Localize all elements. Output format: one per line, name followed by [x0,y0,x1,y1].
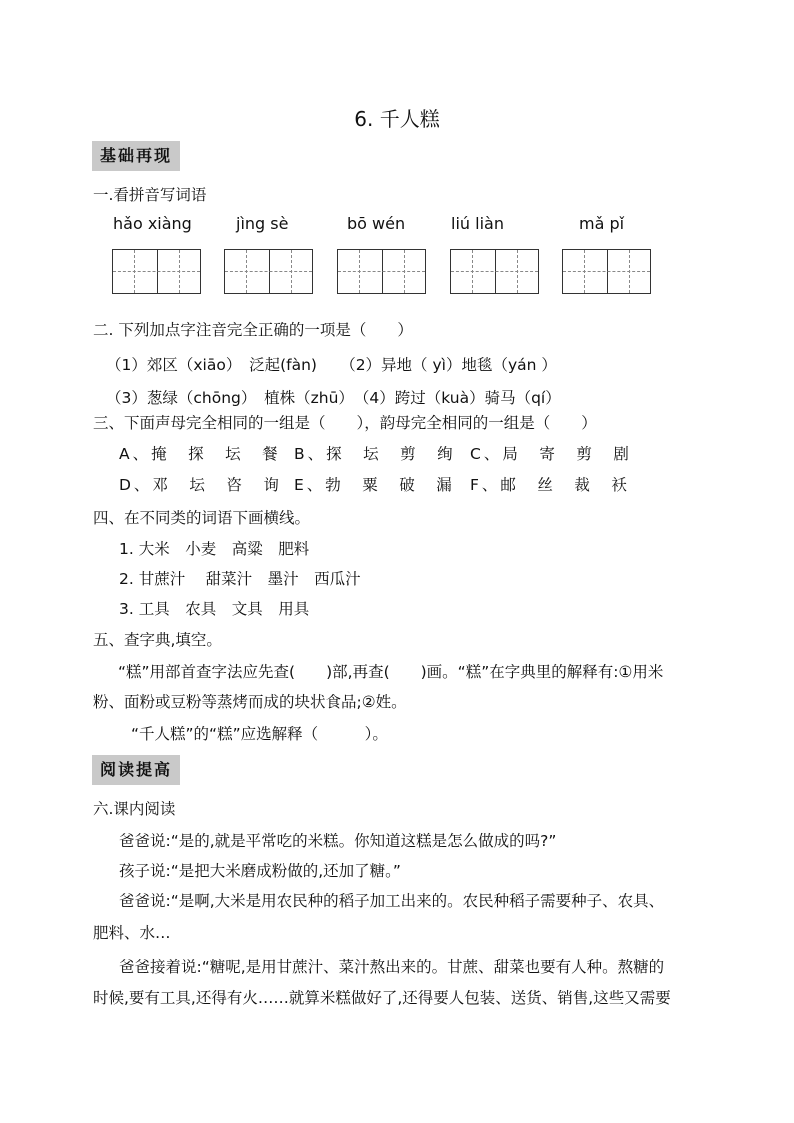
writing-grid-3[interactable] [337,249,426,294]
reading-line-5: 爸爸接着说:“糖呢,是用甘蔗汁、菜汁熬出来的。甘蔗、甜菜也要有人种。熬糖的 [119,958,665,976]
reading-line-6: 时候,要有工具,还得有火……就算米糕做好了,还得要人包装、送货、销售,这些又需要 [93,989,671,1007]
option-d: D、邓 坛 咨 询 [119,476,282,494]
writing-grid-2[interactable] [224,249,313,294]
writing-grid-4[interactable] [450,249,539,294]
question-5-heading: 五、查字典,填空。 [93,631,222,649]
option-c: C、局 寄 剪 剧 [470,445,632,463]
question-4-item-2: 2. 甘蔗汁 甜菜汁 墨汁 西瓜汁 [119,570,361,588]
page-title: 6. 千人糕 [354,107,440,131]
question-5-line-1: “糕”用部首查字法应先查( )部,再查( )画。“糕”在字典里的解释有:①用米 [118,663,664,681]
pinyin-5: mǎ pǐ [579,214,625,233]
reading-line-1: 爸爸说:“是的,就是平常吃的米糕。你知道这糕是怎么做成的吗?” [119,832,557,850]
pinyin-1: hǎo xiàng [113,214,192,233]
question-1-heading: 一.看拼音写词语 [93,186,207,204]
reading-line-3: 爸爸说:“是啊,大米是用农民种的稻子加工出来的。农民种稻子需要种子、农具、 [119,892,665,910]
question-2-line-2: （3）葱绿（chōng） 植株（zhū） （4）跨过（kuà）骑马（qí） [106,389,561,407]
writing-grid-5[interactable] [562,249,651,294]
section-banner-label: 阅读提高 [99,760,172,779]
pinyin-3: bō wén [347,214,406,233]
section-banner-reading [92,755,180,785]
question-2-line-1: （1）郊区（xiāo） 泛起(fàn) （2）异地（ yì）地毯（yán ） [106,356,557,374]
question-2-heading: 二. 下列加点字注音完全正确的一项是（ ） [93,321,413,339]
question-4-item-1: 1. 大米 小麦 高粱 肥料 [119,540,310,558]
option-e: E、勃 粟 破 漏 [294,476,455,494]
question-6-heading: 六.课内阅读 [93,800,176,818]
question-4-heading: 四、在不同类的词语下画横线。 [93,509,311,527]
question-4-item-3: 3. 工具 农具 文具 用具 [119,600,310,618]
section-banner-label: 基础再现 [99,146,172,165]
section-banner-basic [92,141,180,171]
writing-grid-1[interactable] [112,249,201,294]
reading-line-2: 孩子说:“是把大米磨成粉做的,还加了糖。” [119,862,401,880]
option-a: A、掩 探 坛 餐 [119,445,281,463]
reading-line-4: 肥料、水… [93,924,171,942]
question-5-line-3: “千人糕”的“糕”应选解释（ ）。 [131,725,388,743]
option-f: F、邮 丝 裁 袄 [470,476,630,494]
question-3-heading: 三、下面声母完全相同的一组是（ ），韵母完全相同的一组是（ ） [93,414,597,432]
pinyin-2: jìng sè [236,214,289,233]
option-b: B、探 坛 剪 绚 [294,445,456,463]
pinyin-4: liú liàn [451,214,504,233]
question-5-line-2: 粉、面粉或豆粉等蒸烤而成的块状食品;②姓。 [93,693,407,711]
